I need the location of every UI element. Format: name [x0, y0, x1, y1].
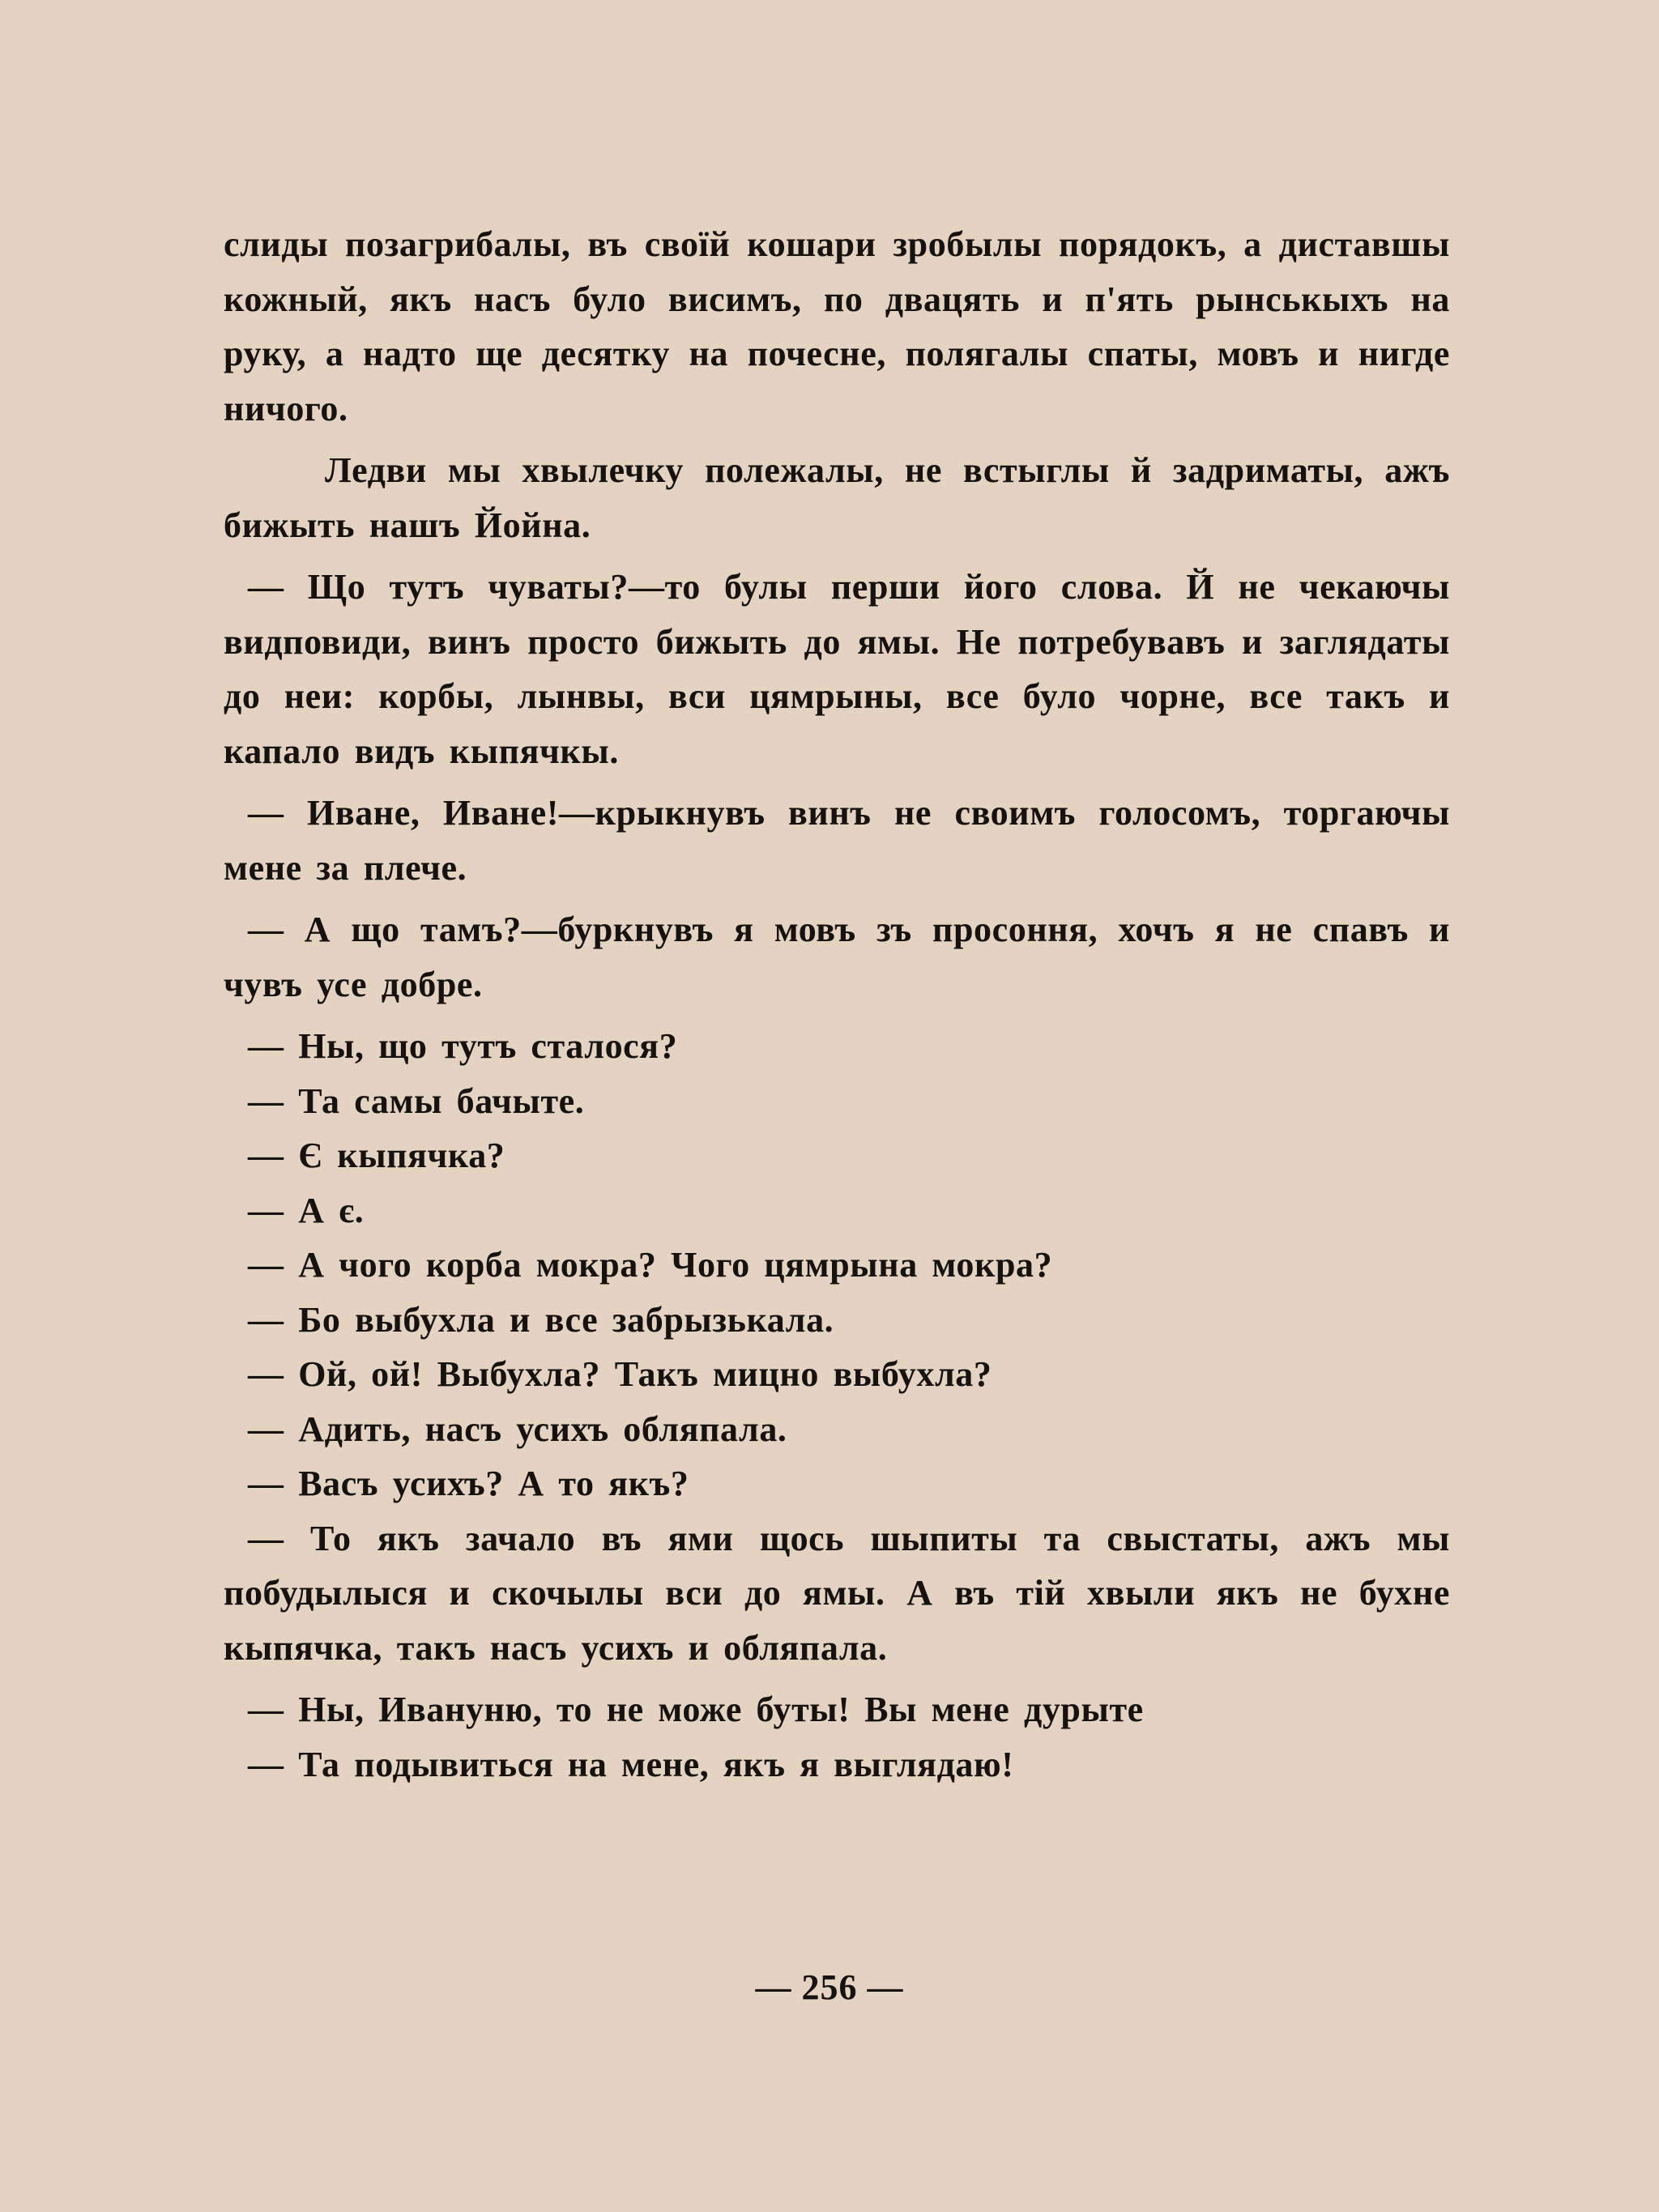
dialogue-line: — Васъ усихъ? А то якъ?: [248, 1464, 689, 1503]
paragraph-continued: слиды позагрибалы, въ своїй кошари зробылы порядокъ, а диставшы кожный, якъ насъ було висимъ, по двацять и п'ять рынськыхъ на руку, а надто ще десятку на почесне, полягалы спаты, мовъ и нигде ничого.: [224, 224, 1450, 428]
paragraph-dialogue: — То якъ зачало въ ями щось шыпиты та свыстаты, ажъ мы побудылыся и скочылы вси до ямы. А въ тій хвыли якъ не бухне кыпячка, такъ насъ усихъ и обляпала.: [224, 1518, 1450, 1668]
page-number: — 256 —: [755, 1967, 904, 2007]
dialogue-block: [224, 1019, 1450, 1511]
dialogue-line: — Та самы бачыте.: [248, 1080, 585, 1121]
paragraph-dialogue: — Иване, Иване!—крыкнувъ винъ не своимъ голосомъ, торгаючы мене за плече.: [224, 793, 1450, 888]
final-dialogue-block: [224, 1682, 1450, 1792]
dialogue-line: — Та подывиться на мене, якъ я выглядаю!: [248, 1744, 1014, 1784]
dialogue-line: — Ой, ой! Выбухла? Такъ мицно выбухла?: [248, 1354, 992, 1394]
dialogue-line: — Бо выбухла и все забрызькала.: [248, 1299, 834, 1340]
dialogue-line: — Є кыпячка?: [248, 1136, 505, 1175]
dialogue-line: — Ны, Ивануню, то не може буты! Вы мене дурыте: [248, 1690, 1144, 1729]
dialogue-line: — А є.: [248, 1190, 365, 1230]
paragraph-dialogue: — Що тутъ чуваты?—то булы перши його слова. Й не чекаючы видповиди, винъ просто бижыть до ямы. Не потребувавъ и заглядаты до неи: корбы, лынвы, вси цямрыны, все було чорне, все такъ и капало видъ кыпячкы.: [224, 567, 1450, 771]
paragraph-narration: Ледви мы хвылечку полежалы, не встыглы й задриматы, ажъ бижыть нашъ Йойна.: [224, 450, 1450, 545]
dialogue-line: — Адить, насъ усихъ обляпала.: [248, 1409, 787, 1449]
book-page-text: [224, 217, 1450, 1792]
dialogue-line: — Ны, що тутъ сталося?: [248, 1026, 678, 1066]
paragraph-dialogue: — А що тамъ?—буркнувъ я мовъ зъ просоння, хочъ я не спавъ и чувъ усе добре.: [224, 910, 1450, 1004]
dialogue-line: — А чого корба мокра? Чого цямрына мокра?: [248, 1245, 1053, 1285]
